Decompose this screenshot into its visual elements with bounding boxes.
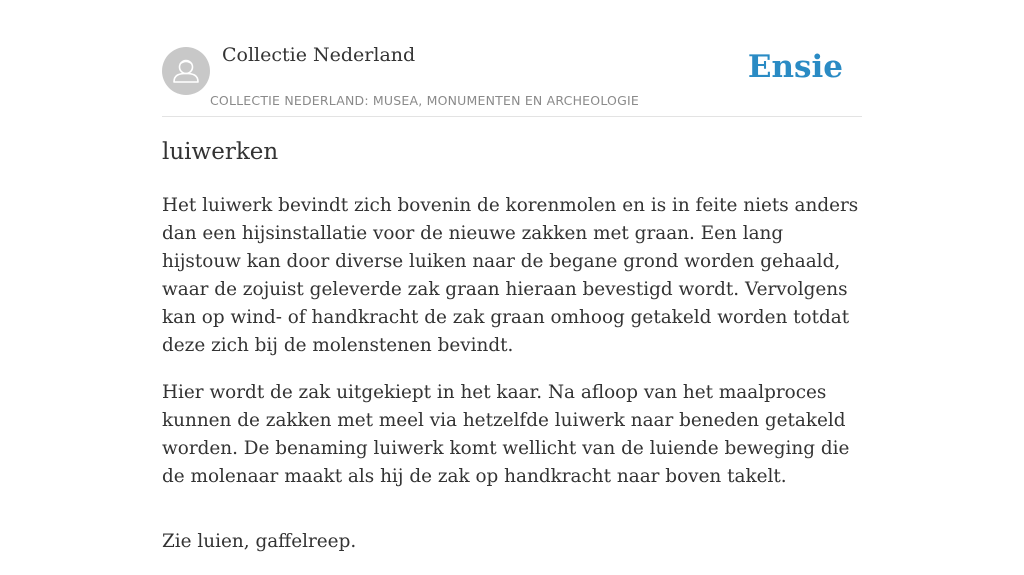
author-name[interactable]: Collectie Nederland xyxy=(222,44,416,66)
see-also-prefix: Zie xyxy=(162,531,198,552)
ensie-logo[interactable]: Ensie xyxy=(747,49,843,85)
header xyxy=(162,0,862,117)
see-also-suffix: . xyxy=(350,531,357,552)
see-also xyxy=(162,528,862,556)
paragraph: Hier wordt de zak uitgekiept in het kaar. Na afloop van het maalproces kunnen de zakken met meel via hetzelfde luiwerk naar beneden getakeld worden. De benaming luiwerk komt wellicht van de luiende beweging die de molenaar maakt als hij de zak op handkracht naar boven takelt. xyxy=(162,382,850,487)
link-luien[interactable]: luien xyxy=(197,531,244,552)
avatar[interactable] xyxy=(162,47,210,95)
link-gaffelreep[interactable]: gaffelreep xyxy=(255,531,351,552)
user-icon xyxy=(162,47,210,95)
see-also-separator: , xyxy=(243,531,256,552)
author-subtitle: COLLECTIE NEDERLAND: MUSEA, MONUMENTEN EN ARCHEOLOGIE xyxy=(210,93,639,108)
entry-body xyxy=(162,192,862,575)
entry-title: luiwerken xyxy=(162,139,279,165)
paragraph: Het luiwerk bevindt zich bovenin de korenmolen en is in feite niets anders dan een hijsinstallatie voor de nieuwe zakken met graan. Een lang hijstouw kan door diverse luiken naar de begane grond worden gehaald, waar de zojuist geleverde zak graan hieraan bevestigd wordt. Vervolgens kan op wind- of handkracht de zak graan omhoog getakeld worden totdat deze zich bij de molenstenen bevindt. xyxy=(162,195,859,356)
